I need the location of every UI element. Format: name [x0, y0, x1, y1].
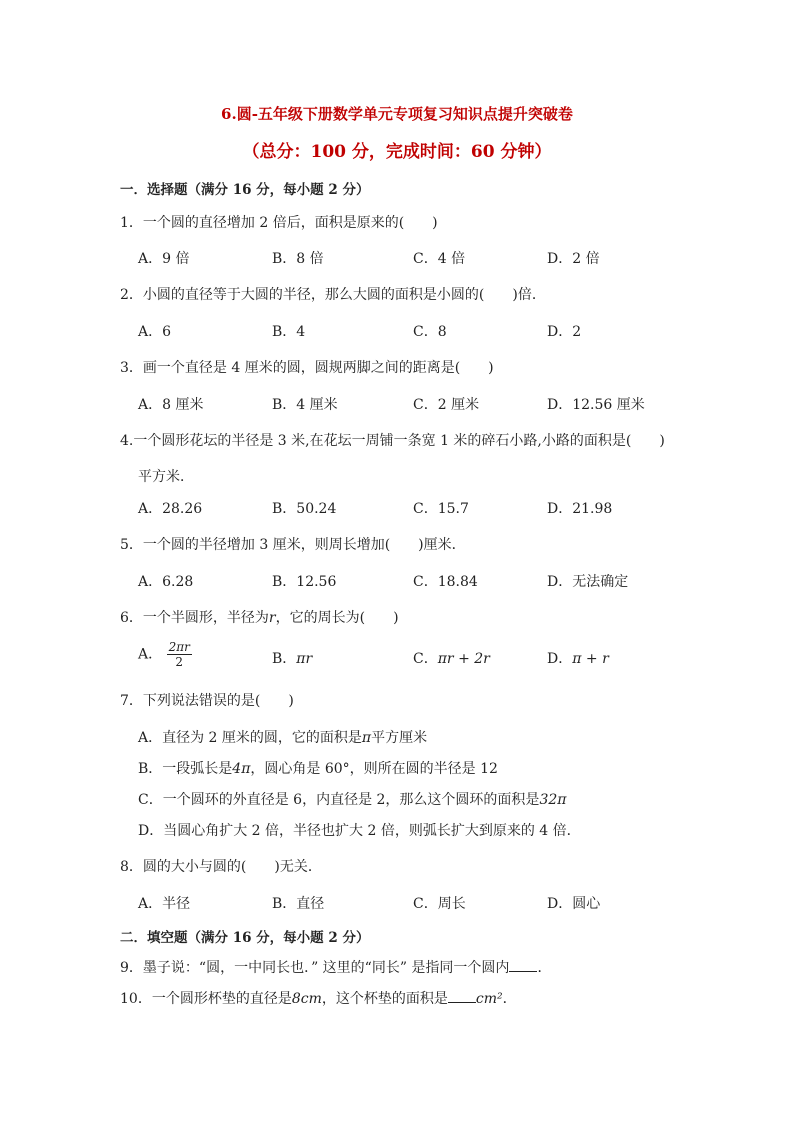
q2-option-d: D．2 — [547, 324, 582, 340]
fraction-numerator: 2πr — [168, 640, 190, 654]
q5-option-a: A．6.28 — [138, 574, 194, 590]
question-10-unit: cm² — [475, 991, 503, 1007]
question-9 — [120, 957, 551, 977]
answer-blank[interactable] — [448, 990, 476, 1003]
answer-blank[interactable] — [509, 959, 537, 972]
question-10-end: ． — [502, 991, 517, 1007]
q6-option-a — [138, 640, 192, 669]
q4-option-c: C．15.7 — [413, 501, 469, 517]
q7-option-b-text: B．一段弧长是 — [138, 761, 233, 777]
question-4-continued: 平方米． — [138, 469, 194, 485]
q7-option-a-post: 平方厘米 — [371, 730, 428, 746]
question-10 — [120, 988, 517, 1008]
q3-option-b: B．4 厘米 — [272, 397, 338, 413]
q1-option-a: A．9 倍 — [138, 251, 190, 267]
question-6-text-pre: 6．一个半圆形，半径为 — [120, 610, 269, 626]
q7-option-c-math: 32π — [539, 792, 567, 808]
question-9-end: ． — [537, 960, 552, 976]
q7-option-c-text: C．一个圆环的外直径是 6，内直径是 2，那么这个圆环的面积是 — [138, 792, 540, 808]
q7-option-a — [138, 727, 427, 747]
page-subtitle: （总分：100 分，完成时间：60 分钟） — [242, 142, 552, 162]
question-6 — [120, 607, 399, 627]
q7-option-a-math: π — [361, 730, 372, 746]
q8-option-b: B．直径 — [272, 896, 325, 912]
q8-option-a: A．半径 — [138, 896, 191, 912]
q8-option-c: C．周长 — [413, 896, 466, 912]
question-6-text-post: ，它的周长为( ) — [275, 610, 399, 626]
question-10-mid: ，这个杯垫的面积是 — [321, 991, 448, 1007]
q3-option-a: A．8 厘米 — [138, 397, 204, 413]
fraction-denominator: 2 — [175, 655, 184, 669]
q6-option-b — [272, 648, 312, 668]
question-10-text: 10．一个圆形杯垫的直径是 — [120, 991, 292, 1007]
question-2: 2．小圆的直径等于大圆的半径，那么大圆的面积是小圆的( )倍． — [120, 287, 546, 303]
section-heading-fill: 二．填空题（满分 16 分，每小题 2 分） — [120, 930, 370, 946]
q1-option-d: D．2 倍 — [547, 251, 600, 267]
q2-option-b: B．4 — [272, 324, 306, 340]
q4-option-a: A．28.26 — [138, 501, 203, 517]
question-7: 7．下列说法错误的是( ) — [120, 693, 294, 709]
question-6-variable: r — [268, 610, 276, 626]
q6-option-a-label: A． — [138, 646, 163, 663]
q8-option-d: D．圆心 — [547, 896, 601, 912]
question-1: 1．一个圆的直径增加 2 倍后，面积是原来的( ) — [120, 215, 438, 231]
page-title: 6.圆-五年级下册数学单元专项复习知识点提升突破卷 — [221, 105, 573, 123]
q3-option-d: D．12.56 厘米 — [547, 397, 645, 413]
question-4: 4.一个圆形花坛的半径是 3 米,在花坛一周铺一条宽 1 米的碎石小路,小路的面积是( ) — [120, 433, 665, 449]
q3-option-c: C．2 厘米 — [413, 397, 480, 413]
question-3: 3．画一个直径是 4 厘米的圆，圆规两脚之间的距离是( ) — [120, 360, 494, 376]
q4-option-d: D．21.98 — [547, 501, 613, 517]
q7-option-b-post: ，圆心角是 60°，则所在圆的半径是 12 — [250, 761, 498, 777]
q7-option-b — [138, 758, 498, 778]
q6-option-c — [413, 648, 490, 668]
q7-option-d: D．当圆心角扩大 2 倍，半径也扩大 2 倍，则弧长扩大到原来的 4 倍． — [138, 823, 581, 839]
q2-option-c: C．8 — [413, 324, 447, 340]
q6-option-d-math: π + r — [572, 651, 609, 667]
section-heading-choice: 一．选择题（满分 16 分，每小题 2 分） — [120, 182, 370, 198]
q7-option-c — [138, 789, 566, 809]
q6-option-b-label: B． — [272, 651, 297, 667]
q7-option-b-math: 4π — [232, 761, 251, 777]
q1-option-c: C．4 倍 — [413, 251, 466, 267]
q5-option-d: D．无法确定 — [547, 574, 629, 590]
q6-option-b-math: πr — [296, 651, 313, 667]
fraction — [167, 640, 192, 669]
question-8: 8．圆的大小与圆的( )无关． — [120, 859, 322, 875]
q1-option-b: B．8 倍 — [272, 251, 324, 267]
question-10-diameter: 8cm — [291, 991, 322, 1007]
q6-option-c-math: πr + 2r — [437, 651, 490, 667]
q7-option-a-text: A．直径为 2 厘米的圆，它的面积是 — [138, 730, 362, 746]
q6-option-c-label: C． — [413, 651, 438, 667]
q5-option-c: C．18.84 — [413, 574, 478, 590]
q2-option-a: A．6 — [138, 324, 172, 340]
q4-option-b: B．50.24 — [272, 501, 337, 517]
q6-option-d-label: D． — [547, 651, 573, 667]
q5-option-b: B．12.56 — [272, 574, 337, 590]
question-5: 5．一个圆的半径增加 3 厘米，则周长增加( )厘米． — [120, 537, 466, 553]
question-9-text: 9．墨子说：“圆，一中同长也．” 这里的“同长” 是指同一个圆内 — [120, 960, 510, 976]
q6-option-d — [547, 648, 609, 668]
